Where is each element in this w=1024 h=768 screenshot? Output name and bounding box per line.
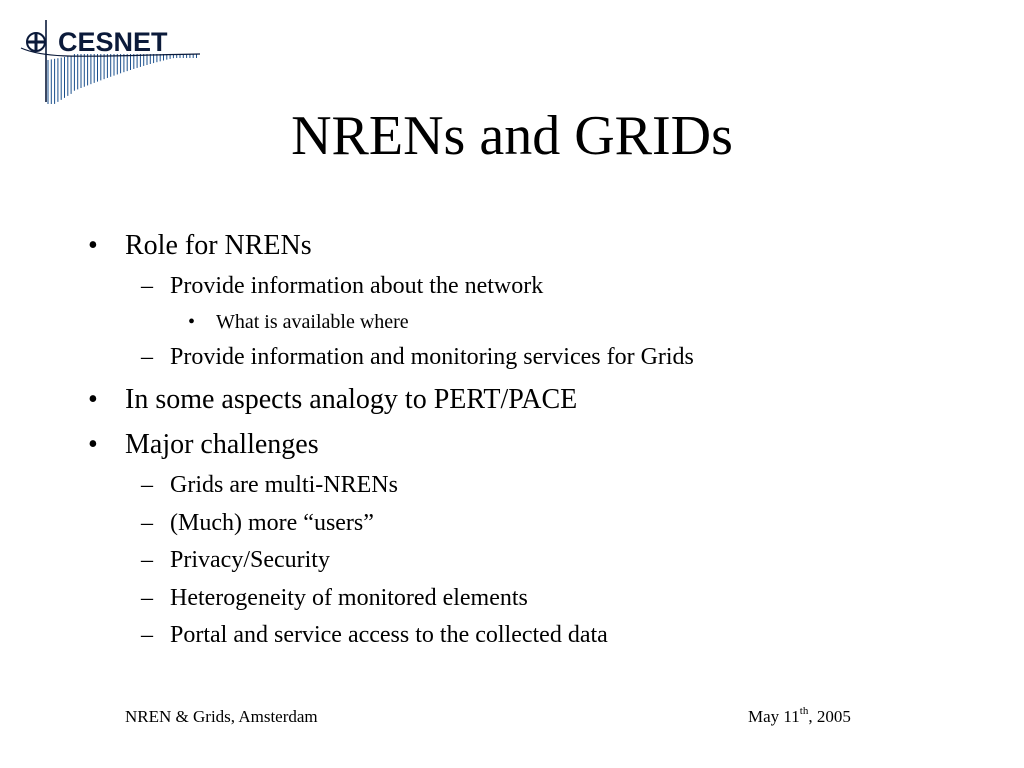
dash-marker: –: [141, 622, 153, 648]
dash-marker: –: [141, 472, 153, 498]
sub-bullet-text: Privacy/Security: [170, 547, 330, 573]
bullet-text: In some aspects analogy to PERT/PACE: [125, 384, 578, 415]
footer-date-prefix: May 11: [748, 707, 800, 726]
dash-marker: –: [141, 547, 153, 573]
footer-date-suffix: , 2005: [808, 707, 851, 726]
dash-marker: –: [141, 585, 153, 611]
footer-left: NREN & Grids, Amsterdam: [125, 707, 318, 726]
dash-marker: –: [141, 344, 153, 370]
bullet-text: Major challenges: [125, 429, 319, 460]
sub-bullet-text: Grids are multi-NRENs: [170, 472, 398, 498]
sub-bullet-text: Portal and service access to the collected data: [170, 622, 608, 648]
footer-date: [748, 706, 851, 728]
bullet-marker: •: [88, 230, 98, 261]
sub-bullet-text: Provide information about the network: [170, 273, 544, 299]
sub-bullet-text: Provide information and monitoring services for Grids: [170, 344, 694, 370]
footer-date-sup: th: [799, 705, 809, 718]
bullet-marker: •: [88, 429, 98, 460]
dash-marker: –: [141, 510, 153, 536]
dash-marker: –: [141, 273, 153, 299]
slide-title: NRENs and GRIDs: [291, 105, 733, 167]
sub-bullet-text: (Much) more “users”: [170, 510, 374, 536]
bullet-text: Role for NRENs: [125, 230, 312, 261]
bullet-marker: •: [188, 311, 196, 333]
bullet-marker: •: [88, 384, 98, 415]
sub-bullet-text: Heterogeneity of monitored elements: [170, 585, 528, 611]
logo-wordmark: CESNET: [58, 27, 168, 57]
sub-sub-bullet-text: What is available where: [216, 311, 409, 333]
